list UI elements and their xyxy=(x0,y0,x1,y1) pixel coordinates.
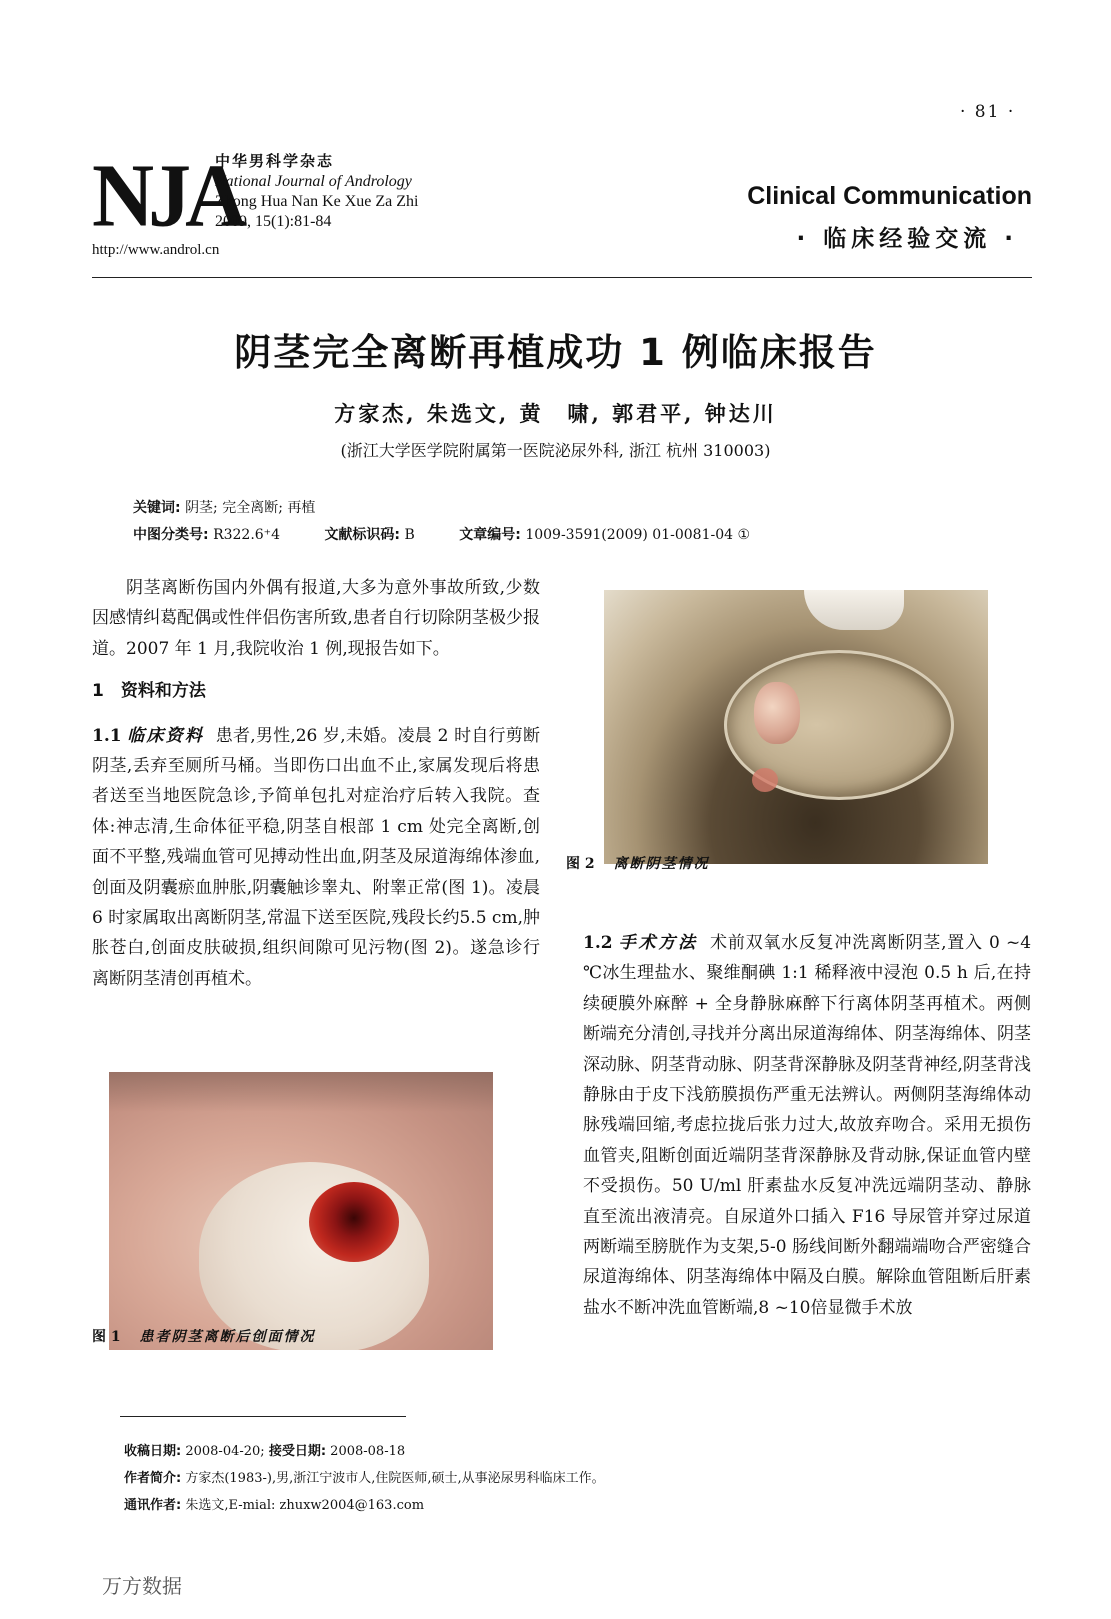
classification-line xyxy=(133,524,750,544)
clc-label: 中图分类号: xyxy=(133,527,209,543)
journal-header xyxy=(92,144,1032,290)
tissue-shape xyxy=(199,1162,429,1350)
footnote-rule xyxy=(120,1416,406,1417)
article-title: 阴茎完全离断再植成功 1 例临床报告 xyxy=(234,331,877,374)
article-no-value: 1009-3591(2009) 01-0081-04 ① xyxy=(525,527,751,543)
figure-2-image xyxy=(604,590,988,864)
journal-info xyxy=(215,152,419,232)
watermark: 万方数据 xyxy=(102,1574,182,1598)
bio-footnote xyxy=(124,1465,605,1492)
journal-name-cn: 中华男科学杂志 xyxy=(215,154,335,170)
journal-citation: 2009, 15(1):81-84 xyxy=(215,213,332,230)
page-number: · 81 · xyxy=(960,102,1016,122)
journal-logo: NJA xyxy=(92,144,242,246)
dates-footnote xyxy=(124,1438,605,1465)
subsection-number: 1.2 xyxy=(583,933,613,953)
bio-text: 方家杰(1983-),男,浙江宁波市人,住院医师,硕士,从事泌尿男科临床工作。 xyxy=(185,1471,605,1486)
journal-name-pinyin: Zhong Hua Nan Ke Xue Za Zhi xyxy=(215,193,419,210)
clinical-data-paragraph xyxy=(92,721,540,995)
article-authors: 方家杰, 朱选文, 黄 啸, 郭君平, 钟达川 xyxy=(334,401,777,426)
correspondence-label: 通讯作者: xyxy=(124,1498,182,1513)
left-column xyxy=(92,573,540,994)
keywords: 阴茎; 完全离断; 再植 xyxy=(185,500,316,516)
wound-shape xyxy=(309,1182,399,1262)
figure-2-label: 图 2 xyxy=(566,856,595,872)
column-title-cn: · 临床经验交流 · xyxy=(796,226,1018,252)
footnotes xyxy=(124,1438,605,1519)
clinical-data-text: 患者,男性,26 岁,未婚。凌晨 2 时自行剪断阴茎,丢弃至厕所马桶。当即伤口出血不止,家属发现后将患者送至当地医院急诊,予简单包扎对症治疗后转入我院。查体:神志清,生命体征平稳,阴茎自根部 1 cm 处完全离断,创面不平整,残端血管可见搏动性出血,阴茎及尿道海绵体渗血,创面及阴囊瘀血肿胀,阴囊触诊睾丸、附睾正常(图 1)。凌晨 6 时家属取出离断阴茎,常温下送至医院,残段长约5.5 cm,肿胀苍白,创面皮肤破损,组织间隙可见污物(图 2)。遂急诊行离断阴茎清创再植术。 xyxy=(92,725,541,989)
figure-2-caption xyxy=(566,853,710,873)
keywords-line xyxy=(133,497,315,517)
received-label: 收稿日期: xyxy=(124,1444,182,1459)
glove-shape xyxy=(804,590,904,630)
right-column xyxy=(583,928,1031,1323)
figure-1-caption xyxy=(92,1326,316,1346)
clc-value: R322.6⁺4 xyxy=(213,527,280,543)
surgery-paragraph xyxy=(583,928,1031,1323)
accepted-date: 2008-08-18 xyxy=(330,1444,406,1459)
header-rule xyxy=(92,277,1032,278)
shadow-shape xyxy=(109,1072,493,1112)
article-affiliation: (浙江大学医学院附属第一医院泌尿外科, 浙江 杭州 310003) xyxy=(340,441,771,460)
received-date: 2008-04-20; xyxy=(185,1444,265,1459)
figure-1-label: 图 1 xyxy=(92,1329,121,1345)
figure-1-image xyxy=(109,1072,493,1350)
blood-spot xyxy=(752,768,778,792)
surgery-text: 术前双氧水反复冲洗离断阴茎,置入 0 ~4 ℃冰生理盐水、聚维酮碘 1:1 稀释液中浸泡 0.5 h 后,在持续硬膜外麻醉 + 全身静脉麻醉下行离体阴茎再植术。两侧断端充分清创,寻找并分离出尿道海绵体、阴茎海绵体、阴茎深动脉、阴茎背动脉、阴茎背深静脉及阴茎背神经,阴茎背浅静脉由于皮下浅筋膜损伤严重无法辨认。两侧阴茎海绵体动脉残端回缩,考虑拉拢后张力过大,故放弃吻合。采用无损伤血管夹,阻断创面近端阴茎背深静脉及背动脉,保证血管内壁不受损伤。50 U/ml 肝素盐水反复冲洗远端阴茎动、静脉直至流出液清亮。自尿道外口插入 F16 导尿管并穿过尿道两断端至膀胱作为支架,5-0 肠线间断外翻端端吻合严密缝合尿道海绵体、阴茎海绵体中隔及白膜。解除血管阻断后肝素盐水不断冲洗血管断端,8 ~10倍显微手术放 xyxy=(583,933,1032,1318)
specimen-shape xyxy=(754,682,800,744)
keywords-label: 关键词: xyxy=(133,500,181,516)
subsection-title: 临床资料 xyxy=(127,725,205,746)
accepted-label: 接受日期: xyxy=(268,1444,327,1459)
bio-label: 作者简介: xyxy=(124,1471,182,1486)
journal-name-en: National Journal of Andrology xyxy=(215,173,412,190)
doc-code-label: 文献标识码: xyxy=(324,527,401,543)
figure-1-text: 患者阴茎离断后创面情况 xyxy=(139,1329,316,1345)
figure-2-text: 离断阴茎情况 xyxy=(613,856,710,872)
intro-paragraph: 阴茎离断伤国内外偶有报道,大多为意外事故所致,少数因感情纠葛配偶或性伴侣伤害所致,患者自行切除阴茎极少报道。2007 年 1 月,我院收治 1 例,现报告如下。 xyxy=(92,578,540,659)
column-title-en: Clinical Communication xyxy=(747,182,1032,210)
section-heading: 1 资料和方法 xyxy=(92,681,206,702)
subsection-number: 1.1 xyxy=(92,725,122,746)
correspondence-text: 朱选文,E-mial: zhuxw2004@163.com xyxy=(185,1498,425,1513)
subsection-title: 手术方法 xyxy=(618,933,698,953)
correspondence-footnote xyxy=(124,1492,605,1519)
article-no-label: 文章编号: xyxy=(459,527,521,543)
doc-code-value: B xyxy=(404,527,415,543)
journal-url: http://www.androl.cn xyxy=(92,242,220,258)
